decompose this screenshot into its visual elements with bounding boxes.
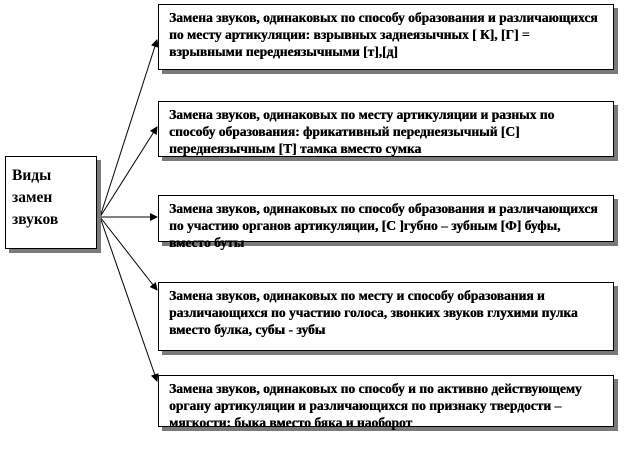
- node-box-3: [158, 195, 614, 250]
- node-text-1: Замена звуков, одинаковых по способу образования и различающихся по месту артикуляции: взрывных заднеязычных [ К], [Г] = взрывными переднеязычными [т],[д]: [169, 10, 598, 59]
- node-text-3: Замена звуков, одинаковых по способу образования и различающихся по участию органов артикуляции, [С ]губно – зубным [Ф] буфы, вместо буты: [169, 201, 598, 250]
- node-box-1: [158, 4, 614, 70]
- node-text-4: Замена звуков, одинаковых по месту и способу образования и различающихся по участию голоса, звонких звуков глухими пулка вместо булка, субы - зубы: [169, 288, 578, 337]
- node-box-2: [158, 101, 614, 157]
- root-label: Виды замен звуков: [12, 167, 59, 228]
- node-text-5: Замена звуков, одинаковых по способу и по активно действующему органу артикуляции и различающихся по признаку твердости – мягкости: быка вместо бяка и наоборот: [169, 381, 582, 430]
- node-box-4: [158, 282, 614, 351]
- arrow-to-box-4: [100, 217, 157, 290]
- arrow-to-box-5: [100, 217, 157, 381]
- node-text-2: Замена звуков, одинаковых по месту артикуляции и разных по способу образования: фрикативный переднеязычный [С] переднеязычным [Т] тамка вместо сумка: [169, 107, 555, 156]
- arrow-to-box-1: [100, 40, 157, 217]
- node-box-5: [158, 375, 614, 430]
- arrow-to-box-2: [100, 127, 157, 217]
- root-node: [5, 156, 97, 249]
